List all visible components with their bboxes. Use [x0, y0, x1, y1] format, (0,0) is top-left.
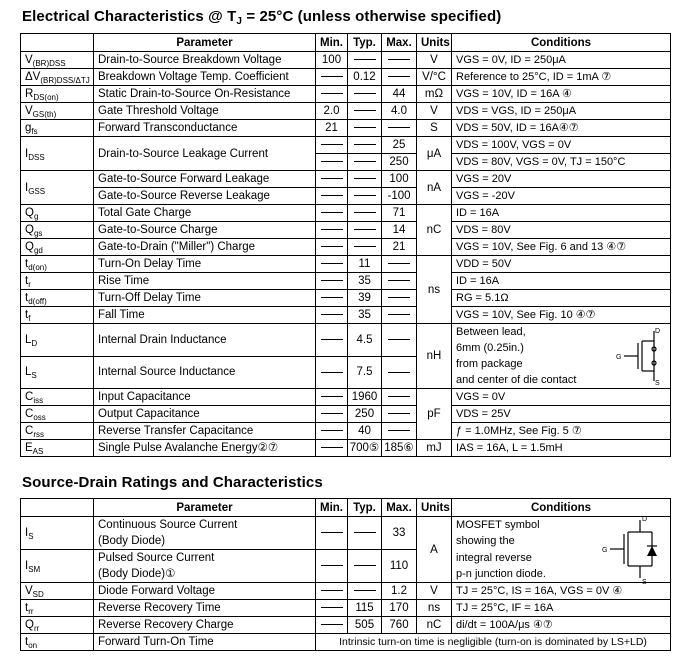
units-cell: V: [417, 583, 452, 600]
parameter-cell: Turn-On Delay Time: [94, 256, 316, 273]
symbol-cell: $I_{GSS}$: [21, 171, 94, 205]
dash-mark: [321, 161, 343, 162]
max-cell: [382, 423, 417, 440]
table-row: [21, 617, 671, 634]
symbol-cell: $Q_{gs}$: [21, 222, 94, 239]
conditions-cell: TJ = 25°C, IF = 16A: [452, 600, 671, 617]
parameter-cell: Reverse Recovery Time: [94, 600, 316, 617]
dash-mark: [388, 59, 410, 60]
dash-mark: [321, 607, 343, 608]
table-row: [21, 52, 671, 69]
table-row: [21, 273, 671, 290]
dash-mark: [388, 127, 410, 128]
table-row: [21, 600, 671, 617]
min-cell: [316, 256, 348, 273]
units-cell: pF: [417, 389, 452, 440]
symbol-cell: $R_{DS(on)}$: [21, 86, 94, 103]
dash-mark: [321, 339, 343, 340]
dash-mark: [388, 297, 410, 298]
dash-mark: [321, 229, 343, 230]
dash-mark: [321, 144, 343, 145]
typ-cell: 505: [348, 617, 382, 634]
dash-mark: [354, 565, 376, 566]
typ-cell: [348, 86, 382, 103]
conditions-cell: showing the: [452, 533, 671, 550]
symbol-cell: $V_{GS(th)}$: [21, 103, 94, 120]
dash-mark: [388, 430, 410, 431]
conditions-cell: di/dt = 100A/μs ④⑦: [452, 617, 671, 634]
header-conditions: Conditions: [452, 499, 671, 517]
max-cell: [382, 324, 417, 357]
max-cell: 44: [382, 86, 417, 103]
table-row: [21, 188, 671, 205]
header-typ: Typ.: [348, 499, 382, 517]
max-cell: 33: [382, 517, 417, 550]
typ-cell: 35: [348, 273, 382, 290]
max-cell: [382, 256, 417, 273]
symbol-cell: $I_{DSS}$: [21, 137, 94, 171]
max-cell: [382, 290, 417, 307]
conditions-cell: from package: [452, 356, 671, 372]
table-row: [21, 307, 671, 324]
parameter-cell: Gate-to-Drain ("Miller") Charge: [94, 239, 316, 256]
units-cell: mΩ: [417, 86, 452, 103]
symbol-cell: $L_S$: [21, 356, 94, 389]
min-cell: 100: [316, 52, 348, 69]
units-cell: V/°C: [417, 69, 452, 86]
units-cell: ns: [417, 600, 452, 617]
symbol-cell: $t_{d(on)}$: [21, 256, 94, 273]
units-cell: A: [417, 517, 452, 583]
typ-cell: [348, 120, 382, 137]
typ-cell: 115: [348, 600, 382, 617]
parameter-cell: (Body Diode)①: [94, 566, 316, 583]
conditions-cell: VGS = 20V: [452, 171, 671, 188]
drain-label: D: [655, 328, 661, 335]
header-units: Units: [417, 499, 452, 517]
symbol-cell: $Q_{gd}$: [21, 239, 94, 256]
source-label: S: [642, 579, 647, 584]
min-cell: [316, 188, 348, 205]
max-cell: 1.2: [382, 583, 417, 600]
typ-cell: 7.5: [348, 356, 382, 389]
min-cell: [316, 205, 348, 222]
parameter-cell: Single Pulse Avalanche Energy②⑦: [94, 440, 316, 457]
parameter-cell: Reverse Recovery Charge: [94, 617, 316, 634]
mosfet-diode-symbol-icon: [600, 514, 664, 584]
symbol-cell: $t_f$: [21, 307, 94, 324]
symbol-cell: $t_{d(off)}$: [21, 290, 94, 307]
table-row: [21, 634, 671, 651]
parameter-cell: Drain-to-Source Leakage Current: [94, 137, 316, 171]
symbol-cell: $I_{SM}$: [21, 550, 94, 583]
conditions-cell: p-n junction diode.: [452, 566, 671, 583]
min-cell: [316, 154, 348, 171]
max-cell: 100: [382, 171, 417, 188]
typ-cell: [348, 188, 382, 205]
parameter-cell: Forward Turn-On Time: [94, 634, 316, 651]
symbol-cell: $\Delta V_{(BR)DSS/\Delta TJ}$: [21, 69, 94, 86]
units-cell: S: [417, 120, 452, 137]
conditions-cell: MOSFET symbol: [452, 517, 671, 534]
parameter-cell: Rise Time: [94, 273, 316, 290]
table-row: [21, 103, 671, 120]
dash-mark: [388, 413, 410, 414]
symbol-cell: $C_{iss}$: [21, 389, 94, 406]
conditions-cell: VGS = 0V, ID = 250μA: [452, 52, 671, 69]
table-row: [21, 440, 671, 457]
typ-cell: [348, 171, 382, 188]
min-cell: [316, 222, 348, 239]
dash-mark: [354, 229, 376, 230]
max-cell: 170: [382, 600, 417, 617]
min-cell: [316, 423, 348, 440]
symbol-cell: $E_{AS}$: [21, 440, 94, 457]
typ-cell: 11: [348, 256, 382, 273]
min-cell: [316, 273, 348, 290]
table-row: [21, 423, 671, 440]
dash-mark: [321, 430, 343, 431]
dash-mark: [354, 532, 376, 533]
table-row: [21, 256, 671, 273]
max-cell: 25: [382, 137, 417, 154]
conditions-cell: RG = 5.1Ω: [452, 290, 671, 307]
max-cell: 21: [382, 239, 417, 256]
table-row: [21, 406, 671, 423]
table-row: [21, 137, 671, 154]
dash-mark: [321, 396, 343, 397]
mosfet-symbol-icon: [614, 327, 666, 385]
dash-mark: [354, 246, 376, 247]
dash-mark: [321, 590, 343, 591]
min-cell: [316, 324, 348, 357]
max-cell: 760: [382, 617, 417, 634]
parameter-cell: Fall Time: [94, 307, 316, 324]
source-drain-table: [20, 498, 671, 651]
conditions-cell: Between lead,: [452, 324, 671, 341]
parameter-cell: Total Gate Charge: [94, 205, 316, 222]
symbol-cell: $t_{rr}$: [21, 600, 94, 617]
conditions-cell: Reference to 25°C, ID = 1mA ⑦: [452, 69, 671, 86]
table-row: [21, 120, 671, 137]
conditions-cell: VDS = VGS, ID = 250μA: [452, 103, 671, 120]
dash-mark: [388, 372, 410, 373]
max-cell: [382, 273, 417, 290]
dash-mark: [388, 280, 410, 281]
table-row: [21, 550, 671, 567]
dash-mark: [354, 93, 376, 94]
dash-mark: [321, 565, 343, 566]
units-cell: V: [417, 103, 452, 120]
parameter-cell: Internal Drain Inductance: [94, 324, 316, 357]
header-max: Max.: [382, 499, 417, 517]
header-parameter: Parameter: [94, 499, 316, 517]
parameter-cell: Continuous Source Current: [94, 517, 316, 534]
parameter-cell: Internal Source Inductance: [94, 356, 316, 389]
max-cell: [382, 406, 417, 423]
min-cell: [316, 389, 348, 406]
units-cell: ns: [417, 256, 452, 324]
typ-cell: [348, 222, 382, 239]
max-cell: 110: [382, 550, 417, 583]
dash-mark: [321, 212, 343, 213]
min-cell: [316, 86, 348, 103]
max-cell: 14: [382, 222, 417, 239]
dash-mark: [321, 263, 343, 264]
conditions-cell: VGS = -20V: [452, 188, 671, 205]
min-cell: [316, 307, 348, 324]
max-cell: [382, 356, 417, 389]
min-cell: [316, 356, 348, 389]
symbol-cell: $g_{fs}$: [21, 120, 94, 137]
min-cell: 21: [316, 120, 348, 137]
dash-mark: [321, 532, 343, 533]
header-units: Units: [417, 34, 452, 52]
dash-mark: [321, 76, 343, 77]
symbol-cell: $L_D$: [21, 324, 94, 357]
max-cell: -100: [382, 188, 417, 205]
typ-cell: [348, 137, 382, 154]
conditions-cell: VDS = 100V, VGS = 0V: [452, 137, 671, 154]
table-row: [21, 222, 671, 239]
max-cell: 185⑥: [382, 440, 417, 457]
typ-cell: 0.12: [348, 69, 382, 86]
dash-mark: [354, 178, 376, 179]
units-cell: nH: [417, 324, 452, 389]
symbol-cell: $C_{oss}$: [21, 406, 94, 423]
max-cell: [382, 52, 417, 69]
min-cell: [316, 440, 348, 457]
units-cell: mJ: [417, 440, 452, 457]
table-row: [21, 583, 671, 600]
table-row: [21, 86, 671, 103]
table-row: [21, 290, 671, 307]
conditions-cell: ID = 16A: [452, 205, 671, 222]
header-row: [21, 34, 671, 52]
header-max: Max.: [382, 34, 417, 52]
dash-mark: [388, 76, 410, 77]
dash-mark: [354, 59, 376, 60]
parameter-cell: Reverse Transfer Capacitance: [94, 423, 316, 440]
gate-label: G: [616, 354, 622, 361]
header-row: [21, 499, 671, 517]
typ-cell: [348, 154, 382, 171]
conditions-cell: IAS = 16A, L = 1.5mH: [452, 440, 671, 457]
typ-cell: 4.5: [348, 324, 382, 357]
parameter-cell: Turn-Off Delay Time: [94, 290, 316, 307]
conditions-cell: and center of die contact: [452, 372, 671, 389]
typ-cell: 700⑤: [348, 440, 382, 457]
conditions-cell: VGS = 10V, See Fig. 6 and 13 ④⑦: [452, 239, 671, 256]
parameter-cell: Static Drain-to-Source On-Resistance: [94, 86, 316, 103]
dash-mark: [354, 127, 376, 128]
dash-mark: [354, 110, 376, 111]
max-cell: [382, 389, 417, 406]
parameter-cell: Input Capacitance: [94, 389, 316, 406]
conditions-cell: VDS = 25V: [452, 406, 671, 423]
parameter-cell: Gate-to-Source Reverse Leakage: [94, 188, 316, 205]
drain-label: D: [642, 516, 648, 523]
symbol-cell: $I_S$: [21, 517, 94, 550]
conditions-cell: VGS = 10V, See Fig. 10 ④⑦: [452, 307, 671, 324]
symbol-cell: $C_{rss}$: [21, 423, 94, 440]
typ-cell: [348, 517, 382, 550]
min-cell: [316, 290, 348, 307]
conditions-cell: Intrinsic turn-on time is negligible (turn-on is dominated by LS+LD): [316, 634, 671, 651]
typ-cell: 1960: [348, 389, 382, 406]
table-row: [21, 239, 671, 256]
conditions-cell: VDS = 80V, VGS = 0V, TJ = 150°C: [452, 154, 671, 171]
conditions-cell: ƒ = 1.0MHz, See Fig. 5 ⑦: [452, 423, 671, 440]
typ-cell: [348, 103, 382, 120]
header-parameter: Parameter: [94, 34, 316, 52]
dash-mark: [388, 314, 410, 315]
parameter-cell: Pulsed Source Current: [94, 550, 316, 567]
dash-mark: [321, 246, 343, 247]
header-min: Min.: [316, 499, 348, 517]
dash-mark: [321, 624, 343, 625]
electrical-characteristics-table: [20, 33, 671, 457]
min-cell: 2.0: [316, 103, 348, 120]
max-cell: 250: [382, 154, 417, 171]
symbol-cell: $t_{on}$: [21, 634, 94, 651]
dash-mark: [388, 339, 410, 340]
typ-cell: [348, 550, 382, 583]
dash-mark: [321, 178, 343, 179]
min-cell: [316, 550, 348, 583]
min-cell: [316, 239, 348, 256]
conditions-cell: VDS = 80V: [452, 222, 671, 239]
conditions-cell: 6mm (0.25in.): [452, 340, 671, 356]
conditions-cell: VDS = 50V, ID = 16A④⑦: [452, 120, 671, 137]
typ-cell: [348, 205, 382, 222]
conditions-cell: VGS = 10V, ID = 16A ④: [452, 86, 671, 103]
dash-mark: [354, 195, 376, 196]
parameter-cell: Gate Threshold Voltage: [94, 103, 316, 120]
conditions-cell: integral reverse: [452, 550, 671, 567]
typ-cell: 39: [348, 290, 382, 307]
section-title-electrical: Electrical Characteristics @ $T_J = 25^\circ C$ (unless otherwise specified): [22, 8, 502, 27]
dash-mark: [321, 372, 343, 373]
symbol-cell: $V_{SD}$: [21, 583, 94, 600]
units-cell: μA: [417, 137, 452, 171]
min-cell: [316, 583, 348, 600]
symbol-cell: $Q_{rr}$: [21, 617, 94, 634]
conditions-cell: TJ = 25°C, IS = 16A, VGS = 0V ④: [452, 583, 671, 600]
symbol-cell: $t_r$: [21, 273, 94, 290]
max-cell: [382, 120, 417, 137]
dash-mark: [388, 263, 410, 264]
max-cell: [382, 69, 417, 86]
dash-mark: [388, 396, 410, 397]
min-cell: [316, 69, 348, 86]
dash-mark: [321, 297, 343, 298]
dash-mark: [354, 161, 376, 162]
section-title-source-drain: Source-Drain Ratings and Characteristics: [22, 474, 323, 491]
units-cell: nC: [417, 205, 452, 256]
dash-mark: [321, 195, 343, 196]
parameter-cell: Output Capacitance: [94, 406, 316, 423]
symbol-cell: $V_{(BR)DSS}$: [21, 52, 94, 69]
dash-mark: [321, 93, 343, 94]
parameter-cell: Gate-to-Source Forward Leakage: [94, 171, 316, 188]
min-cell: [316, 617, 348, 634]
header-typ: Typ.: [348, 34, 382, 52]
table-row: [21, 171, 671, 188]
min-cell: [316, 600, 348, 617]
table-row: [21, 324, 671, 341]
table-row: [21, 205, 671, 222]
dash-mark: [321, 447, 343, 448]
dash-mark: [321, 314, 343, 315]
units-cell: nC: [417, 617, 452, 634]
min-cell: [316, 137, 348, 154]
max-cell: 4.0: [382, 103, 417, 120]
table-row: [21, 389, 671, 406]
header-conditions: Conditions: [452, 34, 671, 52]
units-cell: nA: [417, 171, 452, 205]
max-cell: 71: [382, 205, 417, 222]
min-cell: [316, 406, 348, 423]
conditions-cell: VGS = 0V: [452, 389, 671, 406]
parameter-cell: Forward Transconductance: [94, 120, 316, 137]
dash-mark: [321, 280, 343, 281]
units-cell: V: [417, 52, 452, 69]
conditions-cell: VDD = 50V: [452, 256, 671, 273]
gate-label: G: [602, 547, 608, 554]
table-row: [21, 517, 671, 534]
min-cell: [316, 171, 348, 188]
dash-mark: [354, 144, 376, 145]
min-cell: [316, 517, 348, 550]
dash-mark: [321, 413, 343, 414]
typ-cell: 250: [348, 406, 382, 423]
typ-cell: 40: [348, 423, 382, 440]
typ-cell: 35: [348, 307, 382, 324]
parameter-cell: Diode Forward Voltage: [94, 583, 316, 600]
parameter-cell: Drain-to-Source Breakdown Voltage: [94, 52, 316, 69]
conditions-cell: ID = 16A: [452, 273, 671, 290]
parameter-cell: Gate-to-Source Charge: [94, 222, 316, 239]
header-min: Min.: [316, 34, 348, 52]
dash-mark: [354, 212, 376, 213]
typ-cell: [348, 583, 382, 600]
dash-mark: [354, 590, 376, 591]
table-row: [21, 69, 671, 86]
max-cell: [382, 307, 417, 324]
source-label: S: [655, 380, 660, 385]
typ-cell: [348, 239, 382, 256]
symbol-cell: $Q_g$: [21, 205, 94, 222]
parameter-cell: Breakdown Voltage Temp. Coefficient: [94, 69, 316, 86]
typ-cell: [348, 52, 382, 69]
table-row: [21, 356, 671, 372]
parameter-cell: (Body Diode): [94, 533, 316, 550]
